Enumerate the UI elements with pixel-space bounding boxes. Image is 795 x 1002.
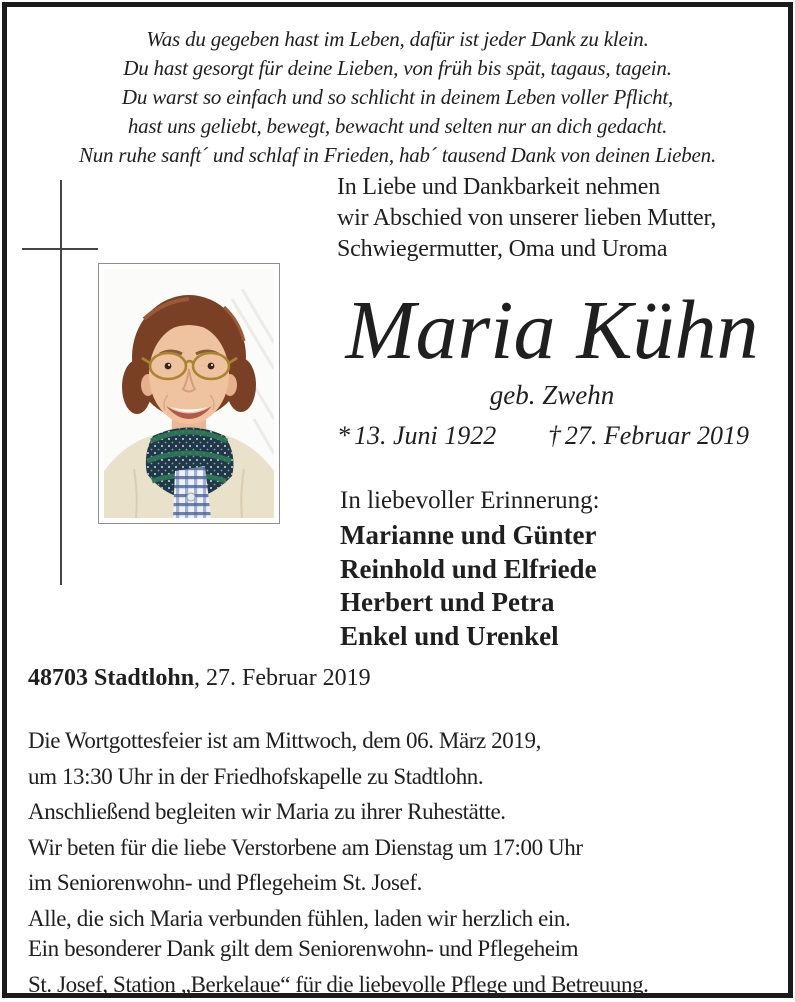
poem-line: Nun ruhe sanft´ und schlaf in Frieden, hab´ tausend Dank von deinen Lieben. [0, 141, 795, 170]
service-line: Wir beten für die liebe Verstorbene am Dienstag um 17:00 Uhr [28, 830, 583, 866]
service-line: Anschließend begleiten wir Maria zu ihrer Ruhestätte. [28, 794, 583, 830]
memorial-cross-icon [60, 180, 62, 585]
mourners-list [340, 519, 597, 653]
memoriam-label: In liebevoller Erinnerung: [340, 487, 600, 515]
birth-star-icon: * [337, 421, 350, 451]
birth-date [337, 421, 496, 451]
dateline-date: , 27. Februar 2019 [194, 665, 371, 691]
death-cross-icon: † [548, 421, 561, 451]
birth-date-text: 13. Juni 1922 [354, 421, 496, 450]
service-line: im Seniorenwohn- und Pflegeheim St. Josef. [28, 865, 583, 901]
portrait-photo-image [104, 269, 274, 518]
announcement-text [337, 172, 787, 265]
poem-line: Du warst so einfach und so schlicht in deinem Leben voller Pflicht, [0, 83, 795, 112]
service-details [28, 723, 583, 936]
deceased-name: Maria Kühn [337, 287, 767, 375]
mourner-line: Enkel und Urenkel [340, 620, 597, 654]
poem-line: Du hast gesorgt für deine Lieben, von früh bis spät, tagaus, tagein. [0, 54, 795, 83]
death-date-text: 27. Februar 2019 [565, 421, 749, 450]
mourner-line: Marianne und Günter [340, 519, 597, 553]
announcement-line: wir Abschied von unserer lieben Mutter, [337, 203, 787, 234]
dateline [28, 665, 371, 692]
thanks-note [28, 931, 649, 1002]
poem-line: hast uns geliebt, bewegt, bewacht und selten nur an dich gedacht. [0, 112, 795, 141]
service-line: Alle, die sich Maria verbunden fühlen, laden wir herzlich ein. [28, 901, 583, 937]
mourner-line: Reinhold und Elfriede [340, 553, 597, 587]
mourner-line: Herbert und Petra [340, 586, 597, 620]
dateline-city: 48703 Stadtlohn [28, 665, 194, 691]
condolence-poem [0, 25, 795, 170]
maiden-name: geb. Zwehn [347, 380, 757, 411]
thanks-line: St. Josef, Station „Berkelaue“ für die liebevolle Pflege und Betreuung. [28, 967, 649, 1002]
memorial-cross-icon [22, 248, 98, 250]
portrait-photo [98, 263, 280, 524]
announcement-line: Schwiegermutter, Oma und Uroma [337, 234, 787, 265]
poem-line: Was du gegeben hast im Leben, dafür ist jeder Dank zu klein. [0, 25, 795, 54]
service-line: um 13:30 Uhr in der Friedhofskapelle zu Stadtlohn. [28, 759, 583, 795]
service-line: Die Wortgottesfeier ist am Mittwoch, dem 06. März 2019, [28, 723, 583, 759]
announcement-line: In Liebe und Dankbarkeit nehmen [337, 172, 787, 203]
thanks-line: Ein besonderer Dank gilt dem Seniorenwohn- und Pflegeheim [28, 931, 649, 967]
death-date [548, 421, 749, 451]
life-dates [337, 421, 749, 451]
